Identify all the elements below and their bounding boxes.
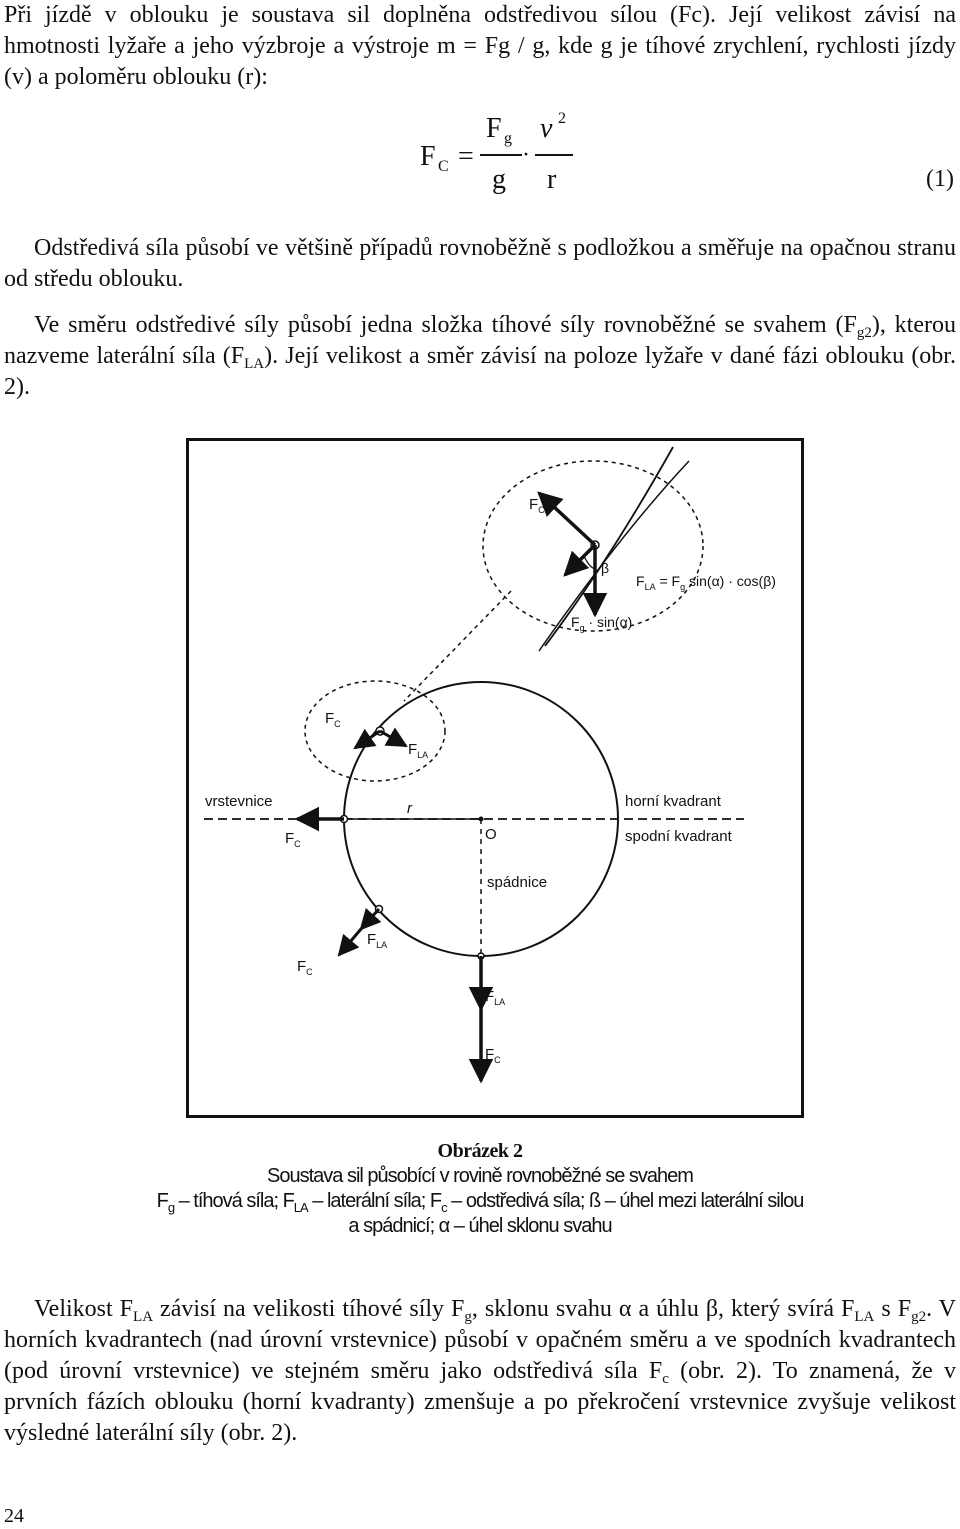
formula-equals: =	[458, 141, 474, 172]
label-horni-kvadrant: horní kvadrant	[625, 793, 721, 810]
fc-arrow-upper	[355, 731, 380, 748]
formula-den2: r	[547, 164, 557, 195]
paragraph-centrifugal-direction: Odstředivá síla působí ve většině případů rovnoběžně s podložkou a směřuje na opačnou stranu od středu oblouku.	[4, 235, 956, 292]
label-center: O	[485, 826, 497, 843]
figure-force-diagram	[186, 438, 804, 1118]
figure-caption-line2: $F_g$ – tíhová síla; $F_{LA}$ – laterální síla; $F_c$ – odstředivá síla; ß – úhel mezi laterální silou	[156, 1190, 804, 1215]
label-fc-lower: $F_C$	[297, 958, 313, 977]
label-fc-upper: $F_C$	[325, 710, 341, 729]
equation-number: (1)	[926, 166, 954, 192]
formula-dot: ·	[522, 142, 530, 168]
formula-num2: v	[540, 113, 553, 144]
label-fla-lower: $F_{LA}$	[367, 931, 388, 950]
formula-lhs-sub: C	[438, 158, 449, 175]
label-fla-upper: $F_{LA}$	[408, 741, 429, 760]
formula-centrifugal-force	[400, 108, 600, 203]
fc-arrow-zoom	[539, 493, 595, 545]
formula-num1-sub: g	[504, 130, 512, 147]
label-fc-zoom: $F_C$	[529, 496, 545, 515]
label-fc-contour: $F_C$	[285, 830, 301, 849]
formula-num1: F	[486, 113, 502, 144]
figure-caption-line1: Soustava sil působící v rovině rovnoběžné se svahem	[267, 1165, 693, 1187]
paragraph-intro: Při jízdě v oblouku je soustava sil doplněna odstředivou sílou (Fc). Její velikost závisí na hmotnosti lyžaře a jeho výzbroje a výstroje m = Fg / g, kde g je tíhové zrychlení, rychlosti jízdy (v) a poloměru oblouku (r):	[4, 2, 956, 90]
label-vrstevnice: vrstevnice	[205, 793, 273, 810]
figure-caption-line3: a spádnicí; α – úhel sklonu svahu	[348, 1215, 612, 1237]
label-spadnice: spádnice	[487, 874, 548, 891]
label-radius: r	[407, 800, 412, 817]
fla-arrow-zoom	[565, 545, 595, 575]
paragraph-lateral-force: Ve směru odstředivé síly působí jedna složka tíhové síly rovnoběžné se svahem $(F_{g2})$, kterou nazveme laterální síla $(F_{LA})$. Její velikost a směr závisí na poloze lyžaře v dané fázi oblouku (obr. 2).	[4, 312, 956, 400]
page-number: 24	[4, 1505, 24, 1527]
fla-arrow-upper	[380, 731, 406, 746]
fc-arrow-lower-long	[339, 929, 361, 955]
label-spodni-kvadrant: spodní kvadrant	[625, 828, 732, 845]
label-fg-sin-zoom: $F_g \cdot \sin(\alpha)$	[571, 614, 633, 633]
label-fla-formula: $F_{LA} = F_g$ sin(α) · cos(β)	[636, 573, 776, 592]
paragraph-fla-magnitude: Velikost $F_{LA}$ závisí na velikosti tíhové síly $F_g$, sklonu svahu α a úhlu β, který svírá $F_{LA}$ s $F_{g2}$. V horních kvadrantech (nad úrovní vrstevnice) působí v opačném směru a ve spodních kvadrantech (pod úrovní vrstevnice) ve stejném směru jako odstředivá síla $F_c$ (obr. 2). To znamená, že v prvních fázích oblouku (horní kvadranty) zmenšuje a po překročení vrstevnice zvyšuje velikost výsledné laterální síly (obr. 2).	[4, 1296, 957, 1446]
formula-lhs: F	[420, 141, 436, 172]
label-fc-bottom: $F_C$	[485, 1046, 501, 1065]
figure-caption-title: Obrázek 2	[437, 1140, 523, 1162]
fla-arrow-lower	[361, 909, 379, 929]
formula-den1: g	[492, 164, 506, 195]
label-fla-bottom: $F_{LA}$	[485, 988, 506, 1007]
formula-fraction-bar-2	[535, 154, 573, 156]
formula-num2-sup: 2	[558, 110, 566, 127]
center-point	[479, 817, 484, 822]
formula-fraction-bar-1	[480, 154, 522, 156]
label-beta: β	[601, 560, 610, 576]
